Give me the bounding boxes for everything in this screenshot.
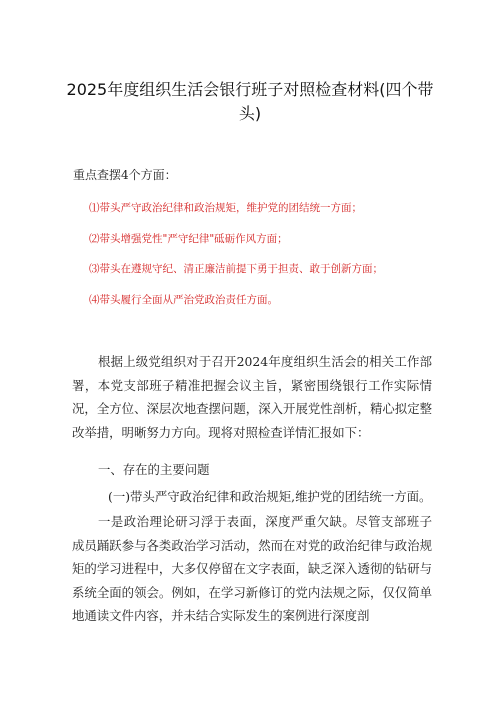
subsection-heading: (一)带头严守政治纪律和政治规矩,维护党的团结统一方面。: [108, 489, 432, 504]
focus-item-1: ⑴带头严守政治纪律和政治规矩，维护党的团结统一方面；: [89, 202, 362, 214]
document-title: 2025年度组织生活会银行班子对照检查材料(四个带头): [66, 80, 434, 123]
body-paragraph: 一是政治理论研习浮于表面，深度严重欠缺。尽管支部班子成员踊跃参与各类政治学习活动，然而在对党的政治纪律与政治规矩的学习进程中，大多仅停留在文字表面，缺乏深入透彻的钻研与系统全面的领会。例如，在学习新修订的党内法规之际，仅仅简单地通读文件内容，并未结合实际发生的案例进行深度剖: [72, 514, 432, 623]
intro-paragraph: 根据上级党组织对于召开2024年度组织生活会的相关工作部署，本党支部班子精准把握会议主旨，紧密围绕银行工作实际情况，全方位、深层次地查摆问题，深入开展党性剖析，精心拟定整改举措，明晰努力方向。现将对照检查详情汇报如下：: [72, 354, 432, 440]
section-heading: 一、存在的主要问题: [98, 462, 210, 477]
focus-item-4: ⑷带头履行全面从严治党政治责任方面。: [89, 293, 278, 306]
focus-item-3: ⑶带头在遵规守纪、清正廉洁前提下勇于担责、敢于创新方面；: [89, 263, 383, 275]
focus-list: [89, 200, 383, 322]
focus-intro: 重点查摆4个方面：: [73, 168, 177, 182]
focus-item-2: ⑵带头增强党性"严守纪律"砥砺作风方面；: [89, 232, 288, 245]
